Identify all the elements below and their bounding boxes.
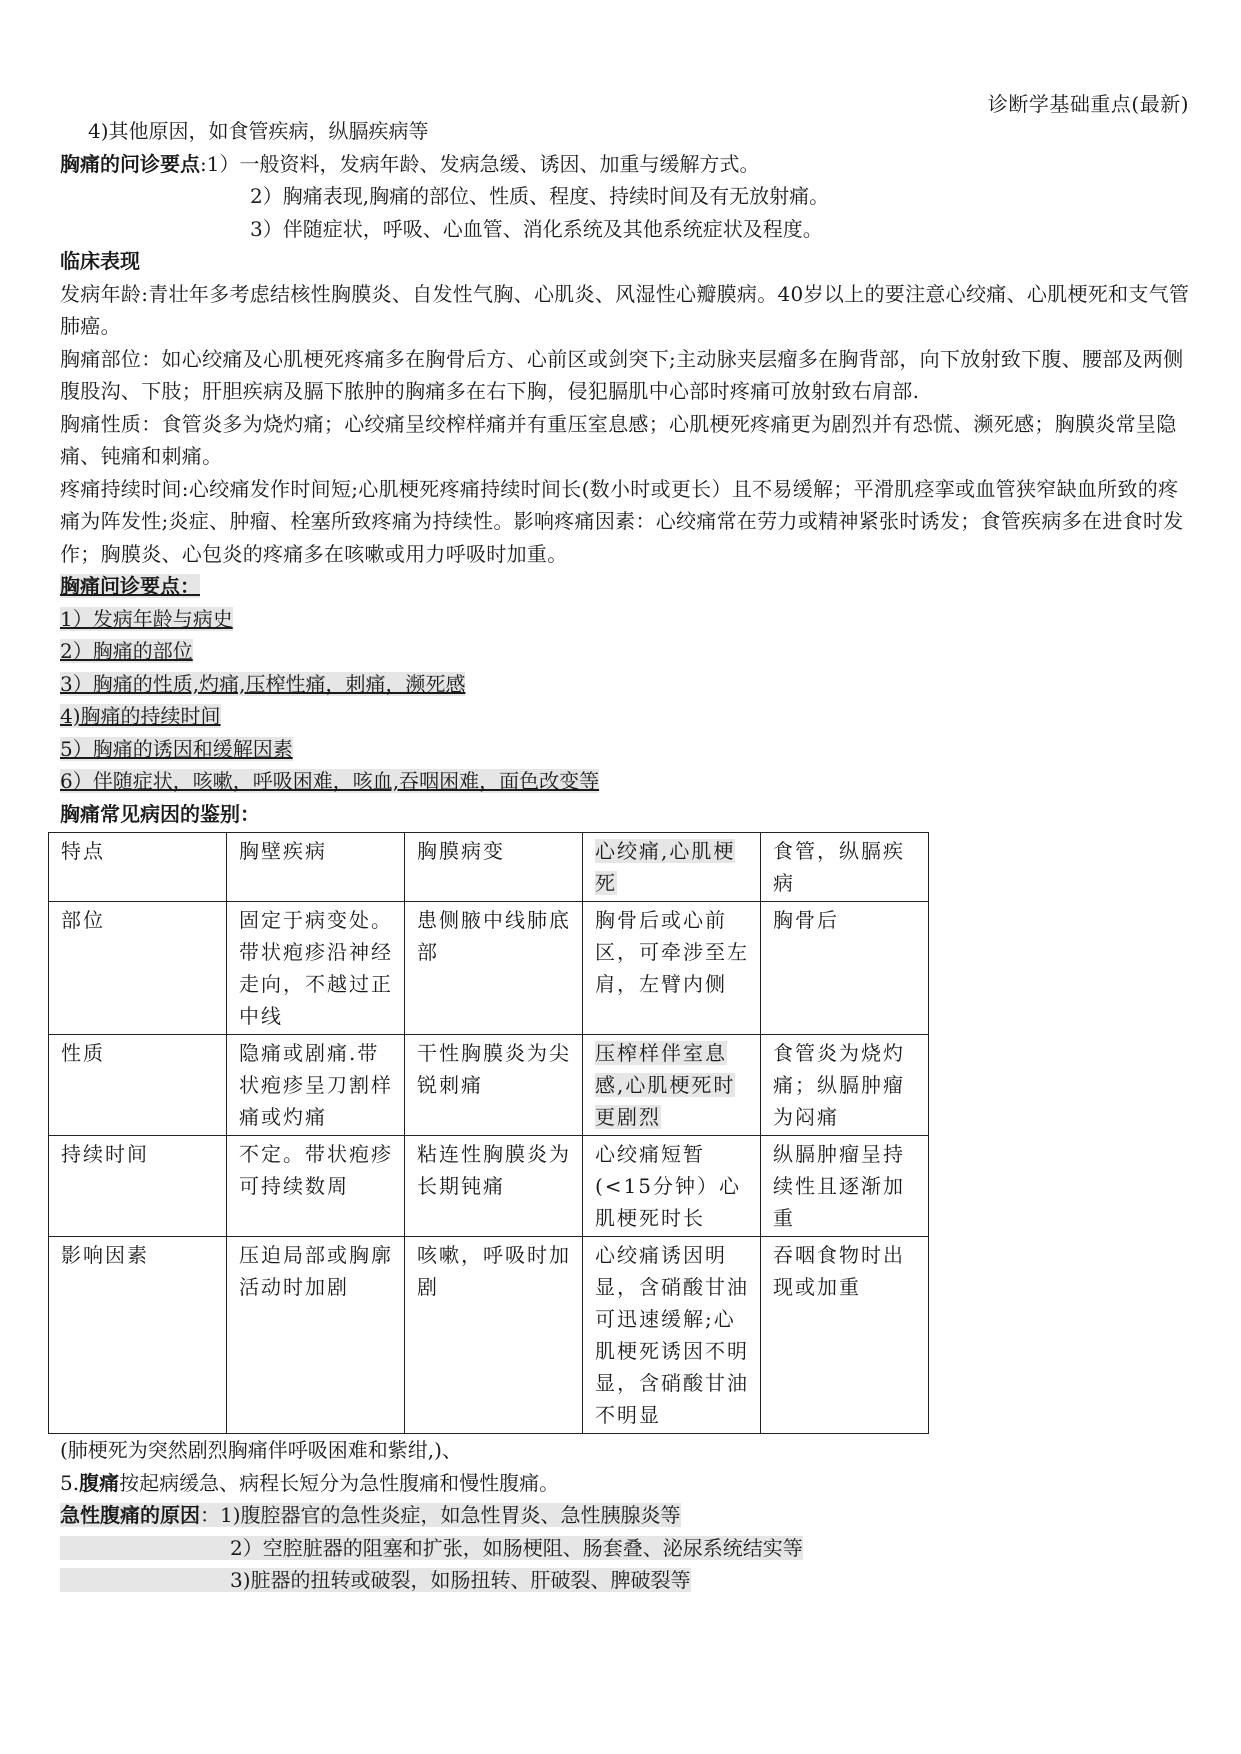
table-row [49, 1136, 929, 1237]
other-causes-item: 4)其他原因，如食管疾病，纵膈疾病等 [88, 119, 429, 143]
table-cell: 心绞痛诱因明显，含硝酸甘油可迅速缓解;心肌梗死诱因不明显，含硝酸甘油不明显 [583, 1237, 761, 1434]
acute-abdominal-causes-line-2 [60, 1532, 1190, 1565]
inquiry-item [60, 603, 1190, 636]
table-cell: 咳嗽，呼吸时加剧 [405, 1237, 583, 1434]
document-body [60, 115, 1190, 1597]
inquiry-item [60, 733, 1190, 766]
table-cell: 吞咽食物时出现或加重 [761, 1237, 929, 1434]
table-header-cell: 胸膜病变 [405, 833, 583, 902]
table-cell: 影响因素 [49, 1237, 227, 1434]
table-header-cell: 食管，纵膈疾病 [761, 833, 929, 902]
inquiry-points-line-1 [60, 148, 1190, 181]
inquiry-item-text: 4)胸痛的持续时间 [60, 704, 221, 728]
chest-pain-comparison-table [48, 832, 929, 1434]
clinical-nature-paragraph: 胸痛性质：食管炎多为烧灼痛；心绞痛呈绞榨样痛并有重压室息感；心肌梗死疼痛更为剧烈并有恐慌、濒死感；胸膜炎常呈隐痛、钝痛和刺痛。 [60, 411, 1177, 468]
table-header-cell-text: 心绞痛,心肌梗死 [595, 839, 736, 895]
table-header-cell [583, 833, 761, 902]
inquiry-heading: 胸痛问诊要点： [60, 574, 200, 598]
acute-cause-3: 3)脏器的扭转或破裂，如肠扭转、肝破裂、脾破裂等 [230, 1568, 691, 1592]
inquiry-item-text: 3）胸痛的性质,灼痛,压榨性痛，刺痛，濒死感 [60, 671, 466, 696]
abdominal-pain-line [60, 1467, 1190, 1500]
table-cell: 干性胸膜炎为尖锐刺痛 [405, 1035, 583, 1136]
table-header-cell: 特点 [49, 833, 227, 902]
table-cell: 固定于病变处。带状疱疹沿神经走向，不越过正中线 [227, 902, 405, 1035]
table-header-cell: 胸壁疾病 [227, 833, 405, 902]
table-cell [583, 1035, 761, 1136]
inquiry-point-2: 2）胸痛表现,胸痛的部位、性质、程度、持续时间及有无放射痛。 [250, 184, 830, 208]
table-cell: 性质 [49, 1035, 227, 1136]
abdominal-pain-number: 5. [60, 1470, 80, 1495]
clinical-duration-paragraph: 疼痛持续时间:心绞痛发作时间短;心肌梗死疼痛持续时间长(数小时或更长）且不易缓解；平滑肌痉挛或血管狭窄缺血所致的疼痛为阵发性;炎症、肿瘤、栓塞所致疼痛为持续性。影响疼痛因素：心绞痛常在劳力或精神紧张时诱发；食管疾病多在进食时发作；胸膜炎、心包炎的疼痛多在咳嗽或用力呼吸时加重。 [60, 476, 1184, 566]
abdominal-pain-definition: 按起病缓急、病程长短分为急性腹痛和慢性腹痛。 [119, 1470, 560, 1495]
acute-abdominal-causes-label: 急性腹痛的原因 [60, 1503, 200, 1527]
table-cell: 粘连性胸膜炎为长期钝痛 [405, 1136, 583, 1237]
inquiry-item [60, 668, 1190, 701]
acute-abdominal-causes-line-1 [60, 1499, 1190, 1532]
inquiry-item [60, 635, 1190, 668]
pulmonary-embolism-note: (肺梗死为突然剧烈胸痛伴呼吸困难和紫绀,)、 [60, 1438, 462, 1462]
table-title: 胸痛常见病因的鉴别： [60, 801, 260, 826]
page-header-title: 诊断学基础重点(最新) [987, 92, 1189, 116]
table-cell: 不定。带状疱疹可持续数周 [227, 1136, 405, 1237]
table-cell: 隐痛或剧痛.带状疱疹呈刀割样痛或灼痛 [227, 1035, 405, 1136]
acute-cause-1: ：1)腹腔器官的急性炎症，如急性胃炎、急性胰腺炎等 [200, 1503, 681, 1527]
inquiry-points-label: 胸痛的问诊要点 [60, 151, 200, 176]
table-cell: 部位 [49, 902, 227, 1035]
table-cell: 胸骨后或心前区，可牵涉至左肩，左臂内侧 [583, 902, 761, 1035]
inquiry-item-text: 1）发病年龄与病史 [60, 606, 233, 631]
table-header-row [49, 833, 929, 902]
table-cell: 食管炎为烧灼痛；纵膈肿瘤为闷痛 [761, 1035, 929, 1136]
inquiry-item-text: 6）伴随症状，咳嗽，呼吸困难，咳血,吞咽困难，面色改变等 [60, 769, 600, 793]
acute-abdominal-causes-line-3 [60, 1564, 1190, 1597]
inquiry-item-text: 5）胸痛的诱因和缓解因素 [60, 736, 293, 761]
table-cell: 压迫局部或胸廓活动时加剧 [227, 1237, 405, 1434]
inquiry-item-text: 2）胸痛的部位 [60, 639, 193, 663]
inquiry-heading-line [60, 570, 1190, 603]
table-cell: 胸骨后 [761, 902, 929, 1035]
clinical-site-paragraph: 胸痛部位：如心绞痛及心肌梗死疼痛多在胸骨后方、心前区或剑突下;主动脉夹层瘤多在胸背部，向下放射致下腹、腰部及两侧腹股沟、下肢；肝胆疾病及膈下脓肿的胸痛多在右下胸，侵犯膈肌中心部时疼痛可放射致右肩部. [60, 346, 1184, 403]
table-cell: 持续时间 [49, 1136, 227, 1237]
table-row [49, 902, 929, 1035]
clinical-age-paragraph: 发病年龄:青壮年多考虑结核性胸膜炎、自发性气胸、心肌炎、风湿性心瓣膜病。40岁以上的要注意心绞痛、心肌梗死和支气管肺癌。 [60, 281, 1190, 338]
inquiry-item [60, 700, 1190, 733]
inquiry-point-3: 3）伴随症状，呼吸、心血管、消化系统及其他系统症状及程度。 [250, 216, 823, 241]
table-cell: 心绞痛短暂(<15分钟）心肌梗死时长 [583, 1136, 761, 1237]
abdominal-pain-term: 腹痛 [79, 1470, 120, 1495]
table-cell: 患侧腋中线肺底部 [405, 902, 583, 1035]
inquiry-item [60, 765, 1190, 798]
clinical-heading: 临床表现 [60, 249, 140, 273]
table-cell: 纵膈肿瘤呈持续性且逐渐加重 [761, 1136, 929, 1237]
acute-cause-2: 2）空腔脏器的阻塞和扩张，如肠梗阻、肠套叠、泌尿系统结实等 [230, 1535, 803, 1560]
table-row [49, 1237, 929, 1434]
table-cell-text: 压榨样伴室息感,心肌梗死时更剧烈 [595, 1041, 736, 1129]
table-row [49, 1035, 929, 1136]
inquiry-point-1: :1）一般资料，发病年龄、发病急缓、诱因、加重与缓解方式。 [200, 151, 760, 176]
